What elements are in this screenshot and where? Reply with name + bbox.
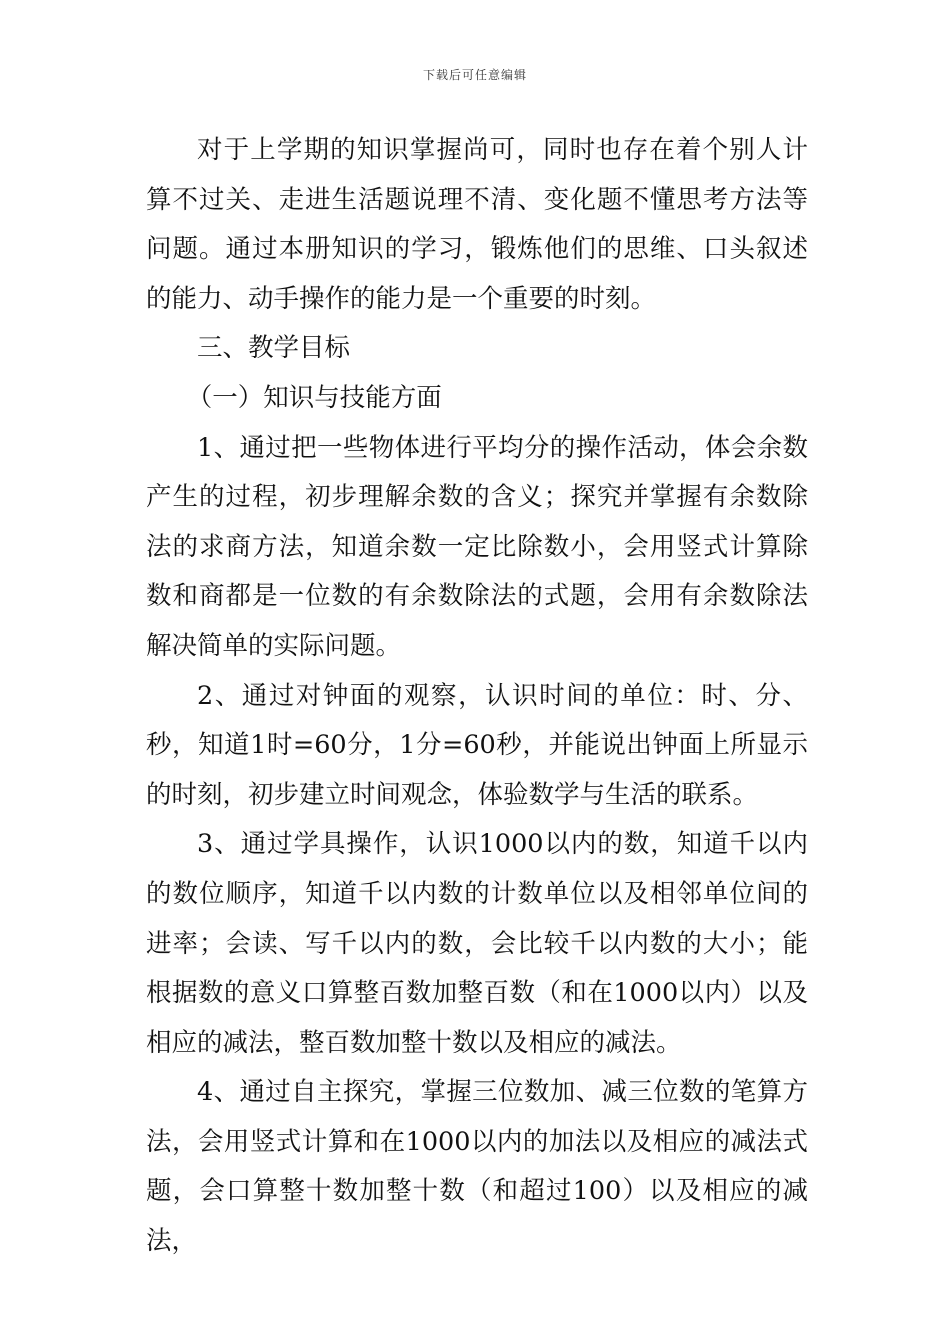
- objective-item-3: 3、通过学具操作，认识1000以内的数，知道千以内的数位顺序，知道千以内数的计数单位以及相邻单位间的进率；会读、写千以内的数，会比较千以内数的大小；能根据数的意义口算整百数加整百数（和在1000以内）以及相应的减法，整百数加整十数以及相应的减法。: [146, 829, 808, 1058]
- objective-item-2: 2、通过对钟面的观察，认识时间的单位：时、分、秒，知道1时=60分，1分=60秒，并能说出钟面上所显示的时刻，初步建立时间观念，体验数学与生活的联系。: [146, 680, 808, 810]
- objective-item-1: 1、通过把一些物体进行平均分的操作活动，体会余数产生的过程，初步理解余数的含义；探究并掌握有余数除法的求商方法，知道余数一定比除数小，会用竖式计算除数和商都是一位数的有余数除法的式题，会用有余数除法解决简单的实际问题。: [146, 432, 808, 661]
- section-title: 三、教学目标: [197, 333, 351, 364]
- document-body: [146, 126, 808, 1267]
- intro-paragraph: 对于上学期的知识掌握尚可，同时也存在着个别人计算不过关、走进生活题说理不清、变化题不懂思考方法等问题。通过本册知识的学习，锻炼他们的思维、口头叙述的能力、动手操作的能力是一个重要的时刻。: [146, 135, 808, 314]
- header-note: 下载后可任意编辑: [422, 68, 527, 82]
- subsection-title: （一）知识与技能方面: [186, 382, 442, 413]
- objective-item-4: 4、通过自主探究，掌握三位数加、减三位数的笔算方法，会用竖式计算和在1000以内的加法以及相应的减法式题，会口算整十数加整十数（和超过100）以及相应的减法，: [146, 1077, 808, 1257]
